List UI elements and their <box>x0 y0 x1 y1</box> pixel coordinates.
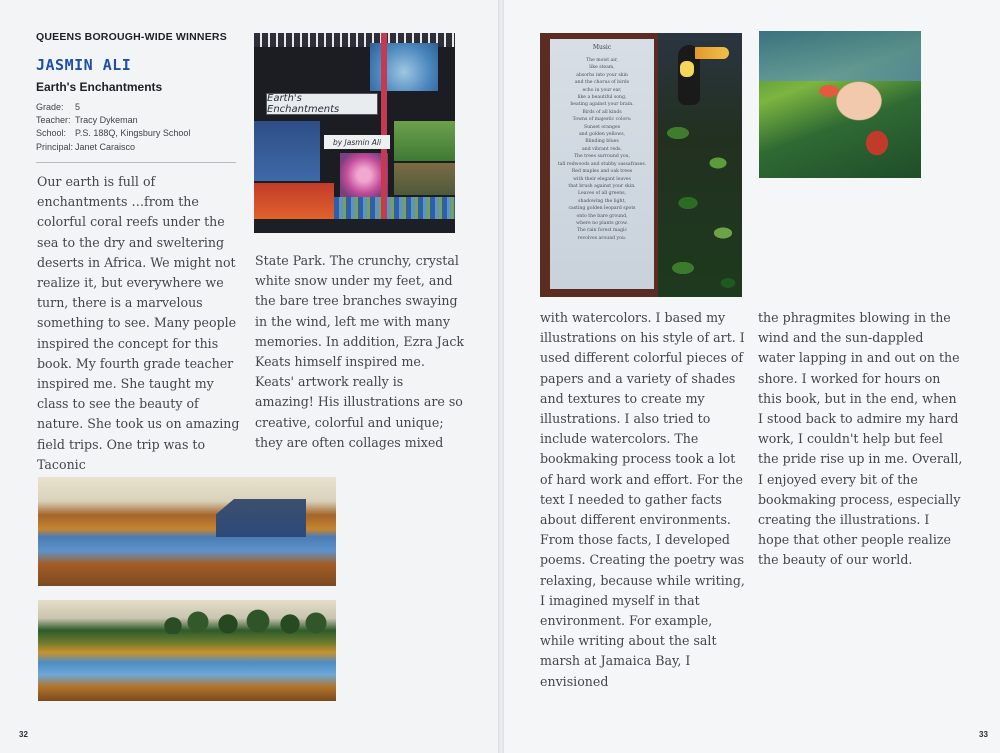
poem-line: like a beautiful song, <box>577 95 627 101</box>
detail-key: School: <box>36 128 67 139</box>
poem-line: where no plants grow. <box>576 220 628 226</box>
detail-row-grade <box>36 101 190 114</box>
poem-line: tall redwoods and stubby sassafrases. <box>557 161 647 167</box>
poem-line: Red maples and oak trees <box>571 169 633 175</box>
poem-artwork <box>540 33 742 297</box>
poem-line: beating against your brain. <box>570 102 634 108</box>
marsh-painting-trees <box>38 600 336 701</box>
poem-line: The moist air, <box>586 58 618 63</box>
page-number-right: 33 <box>979 730 988 739</box>
poem-line: and vibrant reds. <box>582 146 622 152</box>
detail-key: Principal: <box>36 141 74 152</box>
jungle-panel <box>658 33 742 297</box>
detail-key: Teacher: <box>36 115 71 126</box>
detail-value: Tracy Dykeman <box>75 115 138 126</box>
poem-line: The trees surround you, <box>573 154 631 160</box>
poem-line: Towns of majestic colors: <box>572 117 632 123</box>
poem-line: echo in your ear, <box>582 87 622 93</box>
header-divider <box>36 162 236 163</box>
poem-line: Leaves of all greens, <box>577 191 627 197</box>
tree-line <box>158 608 328 634</box>
house-shape <box>216 499 306 537</box>
poem-line: with their elegant leaves <box>573 176 631 182</box>
poem-line: The rain forest magic <box>576 228 628 234</box>
poem-paper <box>550 39 654 289</box>
poem-title: Music <box>592 44 612 51</box>
student-details <box>36 101 190 154</box>
body-column-4: the phragmites blowing in the wind and the sun-dappled water lapping in and out on the shore. I worked for hours on this book, but in the end, when I stood back to admire my hard work, I couldn't help but feel the pride rise up in me. Overall, I enjoyed every bit of the bookmaking process, especially creating the illustrations. I hope that other people realize the beauty of our world. <box>758 310 963 568</box>
poem-line: revolves around you. <box>577 235 627 241</box>
detail-value: 5 <box>75 102 81 112</box>
poem-line: shadowing the light, <box>578 198 626 204</box>
poem-line: onto the bare ground, <box>576 213 628 219</box>
body-column-2: State Park. The crunchy, crystal white snow under my feet, and the bare tree branches swaying in the wind, left me with many memories. In addition, Ezra Jack Keats himself inspired me. Keats' artwork really is amazing! His illustrations are so creative, colorful and unique; they are often collages mixed <box>255 253 465 450</box>
book-cover-artwork <box>254 33 455 233</box>
poem-line: casting golden leopard spots <box>568 206 636 212</box>
marsh-painting-house <box>38 477 336 586</box>
section-label: QUEENS BOROUGH-WIDE WINNERS <box>36 31 227 43</box>
bird-painting <box>759 31 921 178</box>
detail-value: Janet Caraisco <box>75 141 136 152</box>
toucan-chest <box>680 61 694 77</box>
detail-row-school <box>36 127 190 140</box>
poem-line: absorbs into your skin <box>576 72 628 78</box>
body-column-3: with watercolors. I based my illustrations on his style of art. I used different colorful pieces of papers and a variety of shades and textures to create my illustrations. I also tried to include watercolors. The bookmaking process took a lot of hard work and effort. For the text I needed to gather facts about different environments. From those facts, I developed poems. Creating the poetry was relaxing, because while writing, I imagined myself in that environment. For example, while writing about the salt marsh at Jamaica Bay, I envisioned <box>540 310 745 689</box>
poem-line: Sunset oranges <box>583 124 621 130</box>
detail-row-teacher <box>36 114 190 127</box>
cover-byline: by Jasmin Ali <box>324 135 390 149</box>
poem-lines <box>550 57 654 242</box>
page-number-left: 32 <box>19 730 28 739</box>
poem-line: like steam, <box>589 65 615 71</box>
poem-line: Birds of all kinds <box>582 109 622 115</box>
poem-line: and golden yellows, <box>578 132 626 138</box>
poem-line: and the chorus of birds <box>574 80 630 86</box>
poem-line: that brush against your skin. <box>568 183 636 189</box>
detail-value: P.S. 188Q, Kingsbury School <box>75 128 191 139</box>
book-title: Earth's Enchantments <box>36 80 163 94</box>
toucan-beak <box>695 47 729 59</box>
cover-title-label: Earth's Enchantments <box>266 93 378 115</box>
detail-row-principal <box>36 141 190 154</box>
body-column-1: Our earth is full of enchantments …from the colorful coral reefs under the sea to the dry and sweltering deserts in Africa. We might not realize it, but everywhere we turn, there is a marvelous something to see. Many people inspired the concept for this book. My fourth grade teacher inspired me. She taught my class to see the beauty of nature. She took us on amazing field trips. One trip was to Taconic <box>37 174 240 472</box>
book-gutter <box>498 0 504 753</box>
author-name: JASMIN ALI <box>36 56 132 74</box>
bird-painting-sky <box>759 31 921 81</box>
poem-line: Blinding blues <box>585 139 619 145</box>
detail-key: Grade: <box>36 102 64 112</box>
